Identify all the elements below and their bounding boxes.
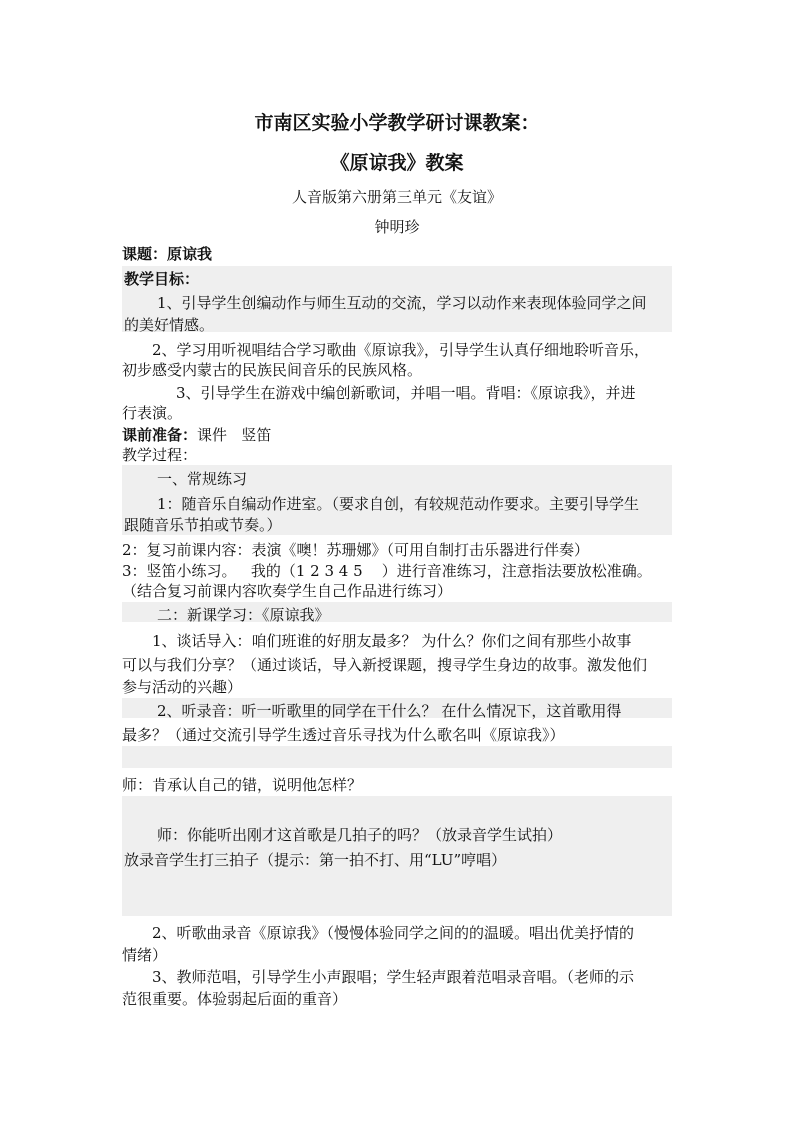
topic-value: 原谅我: [167, 245, 213, 263]
document-title: 市南区实验小学教学研讨课教案：: [254, 112, 540, 134]
beat-question: 师：你能听出刚才这首歌是几拍子的吗？（放录音学生试拍）: [157, 826, 563, 844]
section-1-item-1-line-2: 跟随音乐节拍或节奏。）: [124, 516, 282, 534]
section-2-item-3-line-1: 2、听歌曲录音《原谅我》（慢慢体验同学之间的的温暖。唱出优美抒情的: [152, 924, 635, 942]
topic-line: [122, 243, 212, 264]
prep-line: [122, 424, 271, 445]
goal-2-line-1: 2、学习用听视唱结合学习歌曲《原谅我》，引导学生认真仔细地聆听音乐，: [152, 341, 650, 359]
goal-3-line-1: 3、引导学生在游戏中编创新歌词，并唱一唱。背唱：《原谅我》，并进: [176, 384, 636, 402]
section-2-item-2-line-1: 2、听录音：听一听歌里的同学在干什么？ 在什么情况下，这首歌用得: [157, 702, 622, 720]
author: 钟明珍: [374, 218, 420, 236]
section-2-heading: 二：新课学习：《原谅我》: [157, 606, 330, 624]
lesson-title: 《原谅我》教案: [330, 152, 464, 174]
section-2-item-4-line-1: 3、教师范唱，引导学生小声跟唱；学生轻声跟着范唱录音唱。（老师的示: [152, 968, 635, 986]
goal-3-line-2: 行表演。: [122, 404, 183, 422]
teacher-question: 师：肯承认自己的错，说明他怎样？: [122, 776, 363, 794]
beat-instruction: 放录音学生打三拍子（提示：第一拍不打、用“LU”哼唱）: [124, 851, 507, 869]
section-2-item-2-line-2: 最多？（通过交流引导学生透过音乐寻找为什么歌名叫《原谅我》）: [122, 726, 565, 744]
process-heading: 教学过程：: [122, 446, 198, 464]
section-2-item-1-line-1: 1、谈话导入：咱们班谁的好朋友最多？ 为什么？你们之间有那些小故事: [152, 632, 632, 650]
goal-2-line-2: 初步感受内蒙古的民族民间音乐的民族风格。: [122, 361, 423, 379]
goal-1-line-1: 1、引导学生创编动作与师生互动的交流，学习以动作来表现体验同学之间: [157, 294, 647, 312]
section-2-item-4-line-2: 范很重要。体验弱起后面的重音）: [122, 990, 348, 1008]
goals-heading: 教学目标：: [124, 270, 200, 288]
section-1-item-3-line-2: （结合复习前课内容吹奏学生自己作品进行练习）: [122, 582, 453, 600]
section-1-heading: 一、常规练习: [157, 470, 248, 488]
goal-1-line-2: 的美好情感。: [124, 316, 215, 334]
section-2-item-1-line-2: 可以与我们分享？（通过谈话，导入新授课题，搜寻学生身边的故事。激发他们: [122, 656, 648, 674]
section-2-item-3-line-2: 情绪）: [122, 946, 168, 964]
section-1-item-2: 2：复习前课内容：表演《噢！苏珊娜》（可用自制打击乐器进行伴奏）: [122, 541, 590, 559]
prep-label: 课前准备：: [122, 426, 198, 444]
section-2-item-1-line-3: 参与活动的兴趣）: [122, 678, 243, 696]
section-1-item-1-line-1: 1：随音乐自编动作进室。（要求自创，有较规范动作要求。主要引导学生: [157, 495, 640, 513]
prep-value: 课件 竖笛: [197, 426, 272, 444]
topic-label: 课题：: [122, 245, 168, 263]
edition-line: 人音版第六册第三单元《友谊》: [291, 188, 502, 206]
section-1-item-3-line-1: 3：竖笛小练习。 我的（1 2 3 4 5 ）进行音准练习，注意指法要放松准确。: [122, 562, 652, 580]
blank-shade-1: [122, 746, 672, 768]
